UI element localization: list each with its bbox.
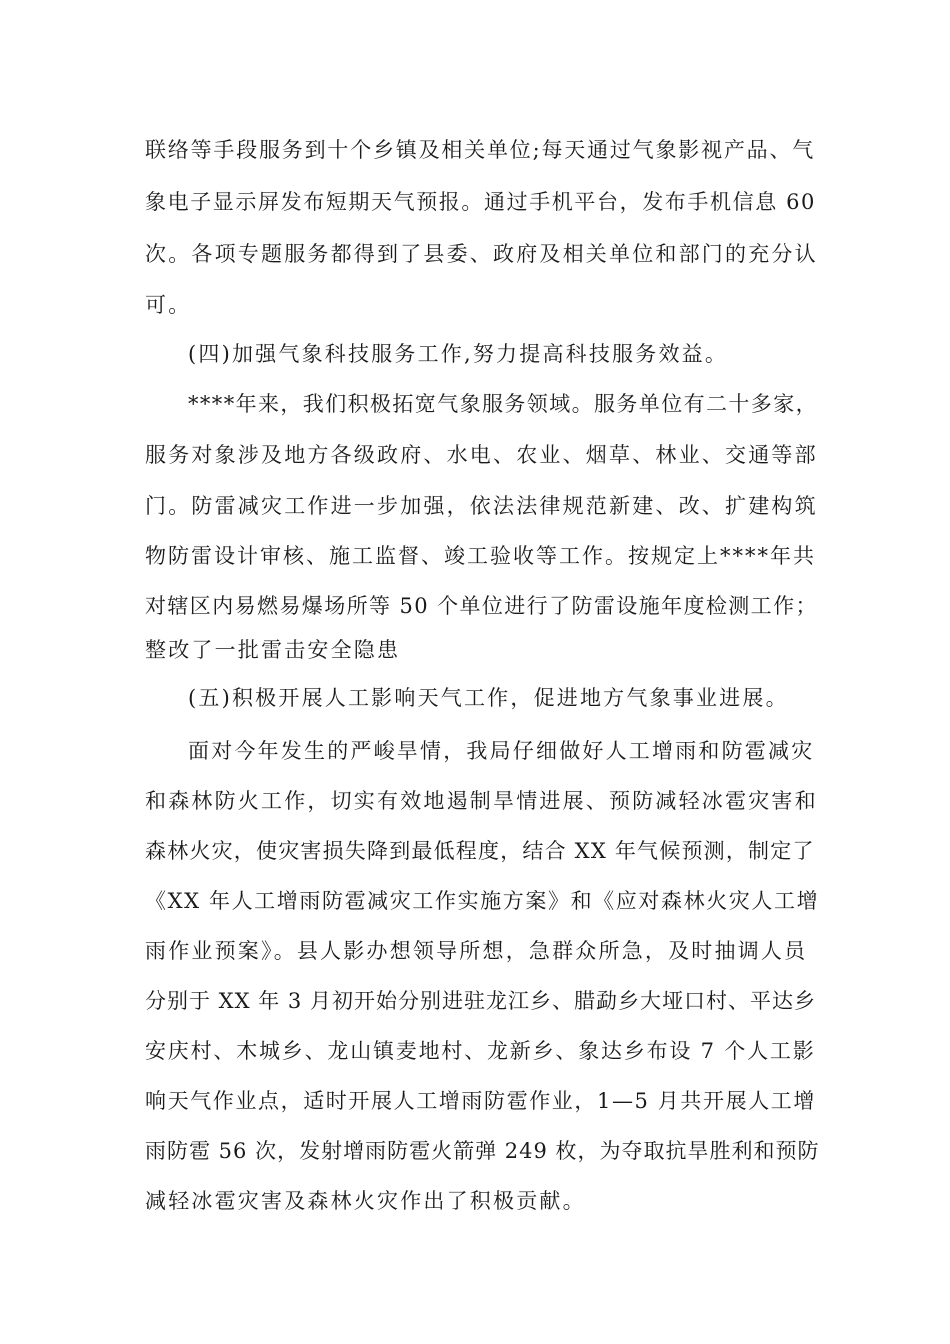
text-line: 《XX 年人工增雨防雹减灾工作实施方案》和《应对森林火灾人工增: [145, 889, 820, 913]
text-line: 次。各项专题服务都得到了县委、政府及相关单位和部门的充分认: [145, 242, 818, 266]
section-heading: (五)积极开展人工影响天气工作，促进地方气象事业进展。: [188, 686, 789, 710]
text-line: 面对今年发生的严峻旱情，我局仔细做好人工增雨和防雹减灾: [188, 739, 815, 763]
text-line: 可。: [145, 293, 192, 317]
text-line: 象电子显示屏发布短期天气预报。通过手机平台，发布手机信息 60: [145, 190, 816, 214]
text-line: ****年来，我们积极拓宽气象服务领域。服务单位有二十多家，: [188, 392, 818, 416]
text-line: 响天气作业点，适时开展人工增雨防雹作业，1—5 月共开展人工增: [145, 1089, 816, 1113]
text-line: 物防雷设计审核、施工监督、竣工验收等工作。按规定上****年共: [145, 544, 816, 568]
section-heading: (四)加强气象科技服务工作,努力提高科技服务效益。: [188, 342, 729, 366]
text-line: 减轻冰雹灾害及森林火灾作出了积极贡献。: [145, 1189, 586, 1213]
text-line: 雨防雹 56 次，发射增雨防雹火箭弹 249 枚，为夺取抗旱胜利和预防: [145, 1139, 820, 1163]
text-line: 分别于 XX 年 3 月初开始分别进驻龙江乡、腊勐乡大垭口村、平达乡: [145, 989, 816, 1013]
text-line: 安庆村、木城乡、龙山镇麦地村、龙新乡、象达乡布设 7 个人工影: [145, 1039, 816, 1063]
text-line: 联络等手段服务到十个乡镇及相关单位;每天通过气象影视产品、气: [145, 138, 816, 162]
text-line: 服务对象涉及地方各级政府、水电、农业、烟草、林业、交通等部: [145, 443, 818, 467]
text-line: 门。防雷减灾工作进一步加强，依法法律规范新建、改、扩建构筑: [145, 494, 818, 518]
text-line: 整改了一批雷击安全隐患: [145, 638, 401, 662]
text-line: 对辖区内易燃易爆场所等 50 个单位进行了防雷设施年度检测工作；: [145, 594, 818, 618]
text-line: 和森林防火工作，切实有效地遏制旱情进展、预防减轻冰雹灾害和: [145, 789, 818, 813]
text-line: 雨作业预案》。县人影办想领导所想，急群众所急，及时抽调人员: [145, 939, 808, 963]
text-line: 森林火灾，使灾害损失降到最低程度，结合 XX 年气候预测，制定了: [145, 839, 815, 863]
